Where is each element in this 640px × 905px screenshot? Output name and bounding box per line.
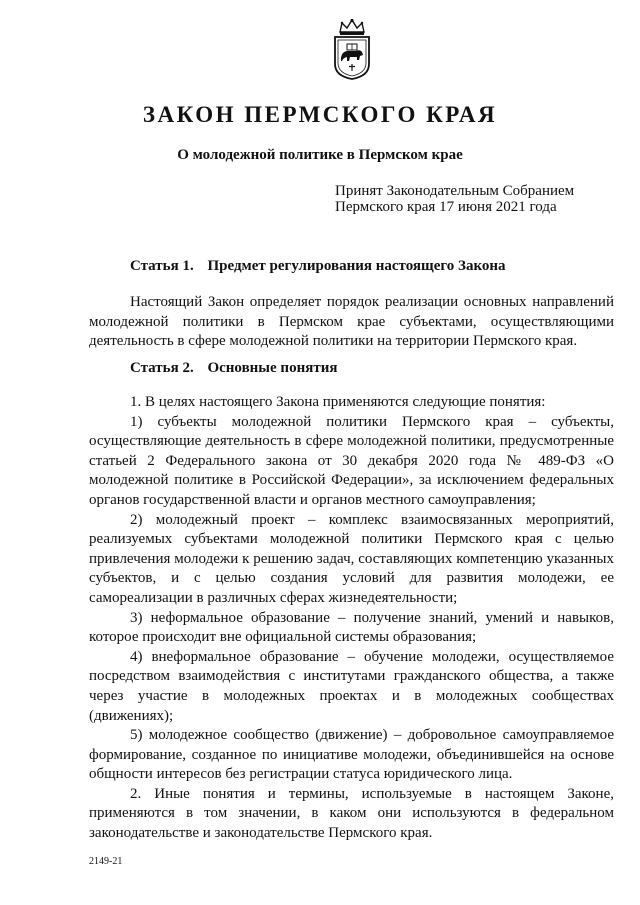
article-2-paragraph: 1) субъекты молодежной политики Пермского края – субъекты, осуществляющие деятельность в сфере молодежной политики, предусмотренные статьей 2 Федерального закона от 30 декабря 2020 года № 489-ФЗ «О молодежной политике в Российской Федерации», за исключением федеральных органов государственной власти и органов местного самоуправления;	[89, 413, 614, 508]
document-code: 2149-21	[89, 856, 123, 867]
adoption-note	[335, 183, 574, 215]
article-2-number: Статья 2.	[130, 360, 194, 376]
law-subtitle: О молодежной политике в Пермском крае	[177, 147, 463, 163]
article-2-paragraph: 1. В целях настоящего Закона применяются следующие понятия:	[130, 394, 546, 410]
article-1-title: Предмет регулирования настоящего Закона	[207, 258, 506, 274]
article-2-paragraph: 3) неформальное образование – получение знаний, умений и навыков, которое происходит вне официальной системы образования;	[89, 609, 614, 646]
article-1-body	[89, 293, 614, 352]
article-1-number: Статья 1.	[130, 258, 194, 274]
article-1-paragraph: Настоящий Закон определяет порядок реализации основных направлений молодежной политики в Пермском крае субъектами, осуществляющими деятельность в сфере молодежной политики на территории Пермского края.	[89, 294, 614, 350]
article-2-paragraph: 5) молодежное сообщество (движение) – добровольное самоуправляемое формирование, созданное по инициативе молодежи, объединившейся на основе общности интересов без регистрации статуса юридического лица.	[89, 727, 614, 783]
article-2-title: Основные понятия	[207, 360, 338, 376]
article-2-paragraph: 4) внеформальное образование – обучение молодежи, осуществляемое посредством взаимодействия с институтами гражданского общества, а также через участие в молодежных проектах и в молодежных сообществах (движениях);	[89, 648, 614, 724]
article-2-heading	[130, 359, 337, 377]
law-title: ЗАКОН ПЕРМСКОГО КРАЯ	[142, 102, 498, 127]
article-1-heading	[130, 257, 506, 275]
article-2-paragraph: 2. Иные понятия и термины, используемые в настоящем Законе, применяются в том значении, в каком они используются в федеральном законодательстве и законодательстве Пермского края.	[89, 785, 614, 842]
article-2-body	[89, 393, 614, 844]
coat-of-arms-icon	[330, 18, 374, 80]
article-2-paragraph: 2) молодежный проект – комплекс взаимосвязанных мероприятий, реализуемых субъектами молодежной политики Пермского края с целью привлечения молодежи к решению задач, составляющих компетенцию указанных субъектов, и с целью создания условий для развития молодежи, ее самореализации в различных сферах жизнедеятельности;	[89, 511, 614, 606]
adoption-line-2: Пермского края 17 июня 2021 года	[335, 199, 557, 215]
adoption-line-1: Принят Законодательным Собранием	[335, 183, 575, 199]
